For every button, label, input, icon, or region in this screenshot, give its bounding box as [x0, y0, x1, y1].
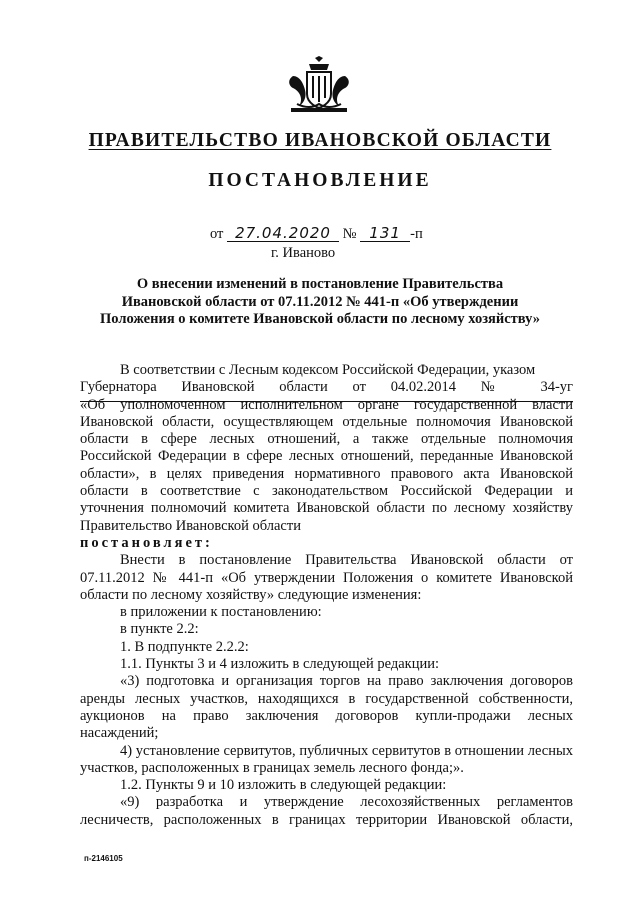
handwritten-number: 131: [360, 225, 410, 242]
paragraph-1-1: 1.1. Пункты 3 и 4 изложить в следующей редакции:: [120, 656, 440, 673]
paragraph-subitem-2-2-2: 1. В подпункте 2.2.2:: [120, 638, 249, 655]
government-title: ПРАВИТЕЛЬСТВО ИВАНОВСКОЙ ОБЛАСТИ: [88, 130, 552, 151]
number-suffix: -п: [410, 226, 423, 242]
preamble-text: Ивановской области, осуществляющем отдельные полномочия Ивановской области в сфере лесных отношений, а также отдельные полномочия Российской Федерации в сфере лесных отношений, переданные Ивановской области», в целях приведения нормативного правового акта Ивановской области в соответствие с законодательством Российской Федерации и уточнения полномочий комитета Ивановской области по лесному хозяйству Правительство Ивановской области: [80, 413, 573, 534]
document-subject: [60, 276, 580, 329]
document-type-heading: ПОСТАНОВЛЕНИЕ: [208, 170, 432, 191]
document-body: [80, 362, 573, 829]
paragraph-item-9: «9) разработка и утверждение лесохозяйственных регламентов лесничеств, расположенных в границах территории Ивановской области,: [80, 794, 573, 828]
paragraph-amend-intro: Внести в постановление Правительства Ивановской области от 07.11.2012 № 441-п «Об утверждении Положения о комитете Ивановской области по лесному хозяйству» следующие изменения:: [80, 552, 573, 603]
subject-line: О внесении изменений в постановление Правительства: [136, 276, 504, 292]
number-sign: №: [342, 226, 357, 242]
preamble-line-1: В соответствии с Лесным кодексом Российской Федерации, указом: [120, 362, 536, 378]
decree-word: постановляет:: [80, 534, 213, 551]
paragraph-1-2: 1.2. Пункты 9 и 10 изложить в следующей редакции:: [120, 777, 447, 794]
handwritten-date: 27.04.2020: [227, 225, 339, 242]
paragraph-item-3: «3) подготовка и организация торгов на право заключения договоров аренды лесных участков, находящихся в государственной собственности, аукционов на право заключения договоров купли-продажи лесных насаждений;: [80, 673, 573, 742]
date-prefix: от: [210, 226, 224, 242]
subject-line: Положения о комитете Ивановской области по лесному хозяйству»: [99, 311, 540, 327]
date-number-line: [210, 225, 423, 243]
coat-of-arms-emblem: [287, 56, 351, 116]
paragraph-item-2-2: в пункте 2.2:: [120, 621, 199, 638]
document-code: п-2146105: [84, 854, 123, 863]
paragraph-appendix: в приложении к постановлению:: [120, 604, 322, 621]
preamble-line-3: «Об уполномоченном исполнительном органе государственной власти: [80, 396, 573, 413]
paragraph-item-4: 4) установление сервитутов, публичных сервитутов в отношении лесных участков, расположенных в границах земель лесного фонда;».: [80, 742, 573, 776]
city-line: г. Иваново: [271, 245, 336, 261]
preamble-line-2: Губернатора Ивановской области от 04.02.2014 № 34-уг: [80, 379, 573, 396]
subject-line: Ивановской области от 07.11.2012 № 441-п «Об утверждении: [121, 293, 519, 310]
